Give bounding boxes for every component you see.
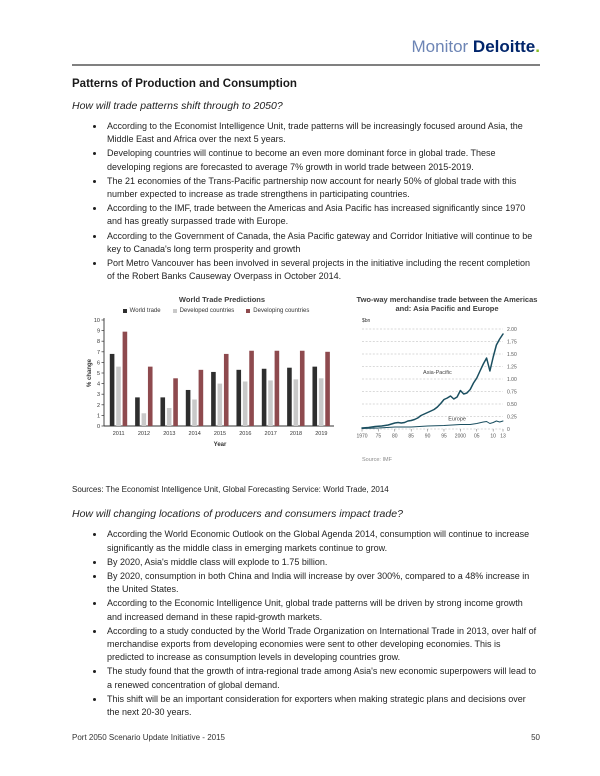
bar [199,370,204,426]
y-tick-label: 1 [96,413,100,420]
bullet-item: • The study found that the growth of intra-regional trade among Asia's new economic superpowers will lead to a renewed concentration of global demand. [105,665,540,691]
bar [148,367,153,426]
x-tick-label: 90 [424,433,431,440]
bullet-item: • According to the Government of Canada, the Asia Pacific gateway and Corridor Initiative will continue to be key to Canada's long term prosperity and growth [105,230,540,256]
x-tick-label: 85 [408,433,414,440]
bar [319,379,324,427]
x-tick-label: 2014 [188,431,201,438]
bullet-item: • Developing countries will continue to become an even more dominant force in global trade. These developing regions are forecasted to average 7% growth in world trade between 2015-2019. [105,147,540,173]
x-tick-label: 75 [375,433,382,440]
section2-bullet-list [72,528,540,719]
sources-note: Sources: The Economist Intelligence Unit, Global Forecasting Service: World Trade, 2014 [72,485,389,495]
y-tick-label: 8 [96,339,100,346]
bar [142,414,147,427]
x-tick-label: 95 [441,433,447,440]
x-tick-label: 1970 [356,433,368,440]
y-tick-label: 1.25 [507,364,517,371]
bar [160,398,165,427]
bar [135,398,140,427]
y-tick-label: 0 [96,424,100,431]
y-tick-label: 0.25 [507,414,517,421]
y-tick-label: 4 [96,382,100,389]
bar [211,372,216,426]
bar [300,351,305,426]
bar-chart [86,295,338,463]
bar [275,351,280,426]
y-tick-label: 10 [93,318,100,325]
y-axis-title: % change [87,359,93,388]
x-axis-title: Year [213,442,227,449]
logo-deloitte-text: Deloitte [472,37,536,56]
legend-marker-icon [246,309,250,313]
series-line [362,334,503,428]
bullet-item: • According to the Economic Intelligence Unit, global trade patterns will be driven by strong income growth and increased demand in these rapid-growth markets. [105,597,540,623]
series-line [362,421,503,429]
bar [167,408,172,426]
x-tick-label: 2013 [163,431,176,438]
y-tick-label: 0.50 [507,402,517,409]
header-divider [72,64,540,66]
y-tick-label: 0 [507,427,510,434]
x-tick-label: 05 [473,433,480,440]
x-tick-label: 13 [500,433,506,440]
x-tick-label: 2016 [239,431,252,438]
line-chart-source: Source: IMF [362,457,392,464]
line-chart-plot [348,313,546,451]
footer-page-number: 50 [531,733,540,742]
logo-monitor-text: Monitor [411,37,473,56]
x-tick-label: 2015 [213,431,227,438]
x-tick-label: 2011 [112,431,125,438]
bullet-item: • According the World Economic Outlook on the Global Agenda 2014, consumption will continue to increase significantly as the middle class in emerging markets continue to grow. [105,528,540,554]
x-tick-label: 2018 [289,431,303,438]
unit-label: $bn [362,318,371,325]
section2-question: How will changing locations of producers and consumers impact trade? [72,508,403,521]
bullet-item: • By 2020, Asia's middle class will explode to 1.75 billion. [105,556,540,569]
line-chart-title: Two-way merchandise trade between the Americas and: Asia Pacific and Europe [356,295,538,314]
x-tick-label: 10 [490,433,496,440]
series-label-europe: Europe [448,416,466,423]
y-tick-label: 1.50 [507,352,517,359]
bar-chart-plot [86,314,338,454]
y-tick-label: 2 [96,403,100,410]
y-tick-label: 7 [96,350,100,357]
bar [110,354,115,426]
charts-row [86,295,540,463]
legend-label: Developing countries [253,308,310,315]
bullet-item: • According to the IMF, trade between the Americas and Asia Pacific has increased significantly since 1970 and has greatly surpassed trade with Europe. [105,202,540,228]
series-label-asia-pacific: Asia-Pacific [423,370,452,377]
bar [249,351,254,426]
y-tick-label: 0.75 [507,389,517,396]
x-tick-label: 2019 [315,431,328,438]
bar [243,382,248,427]
bar [262,369,267,426]
x-tick-label: 2000 [454,433,466,440]
page-footer [72,733,540,742]
bullet-item: • According to a study conducted by the World Trade Organization on International Trade in 2013, over half of merchandise exports from developing economies were sent to other developing economies. This is predicted to increase as consumption levels in developing countries grow. [105,625,540,665]
bar [192,400,197,427]
page-title: Patterns of Production and Consumption [72,78,297,90]
y-tick-label: 9 [96,329,100,336]
y-tick-label: 5 [96,371,100,378]
section1-question: How will trade patterns shift through to 2050? [72,100,283,112]
logo-green-dot: . [535,37,540,56]
bar [224,354,229,426]
bar [116,367,121,426]
bar [236,370,241,426]
bar [173,379,178,427]
x-tick-label: 2017 [264,431,277,438]
bullet-item: • According to the Economist Intelligence Unit, trade patterns will be increasingly focused around Asia, the Middle East and Africa over the next 5 years. [105,120,540,146]
bullet-item: • Port Metro Vancouver has been involved in several projects in the initiative including the recent completion of the Robert Banks Causeway Overpass in October 2014. [105,257,540,283]
legend-label: World trade [129,308,161,315]
y-tick-label: 2.00 [507,327,517,334]
bar [325,352,330,426]
y-tick-label: 1.75 [507,339,517,346]
x-tick-label: 2012 [137,431,151,438]
legend-label: Developed countries [179,308,235,315]
bar [123,332,128,426]
monitor-deloitte-logo [72,38,540,55]
y-tick-label: 3 [96,392,100,399]
legend-marker-icon [173,309,177,313]
bullet-item: • This shift will be an important consideration for exporters when making strategic plans and decisions over the next 20-30 years. [105,693,540,719]
footer-document-title: Port 2050 Scenario Update Initiative - 2015 [72,733,225,742]
bar [186,390,191,426]
x-tick-label: 80 [392,433,398,440]
bar [312,367,317,426]
bar-chart-title: World Trade Predictions [178,295,266,305]
legend-marker-icon [123,309,127,313]
bar [287,368,292,426]
bar [218,384,223,426]
bar [294,380,299,427]
line-chart [348,295,546,463]
bullet-item: • By 2020, consumption in both China and India will increase by over 300%, compared to a 48% increase in the United States. [105,570,540,596]
bullet-item: • The 21 economies of the Trans-Pacific partnership now account for nearly 50% of global trade with this number expected to increase as trade strengthens in participating countries. [105,175,540,201]
section1-bullet-list [72,120,540,283]
bar [268,381,273,427]
y-tick-label: 6 [96,360,100,367]
y-tick-label: 1.00 [507,377,517,384]
